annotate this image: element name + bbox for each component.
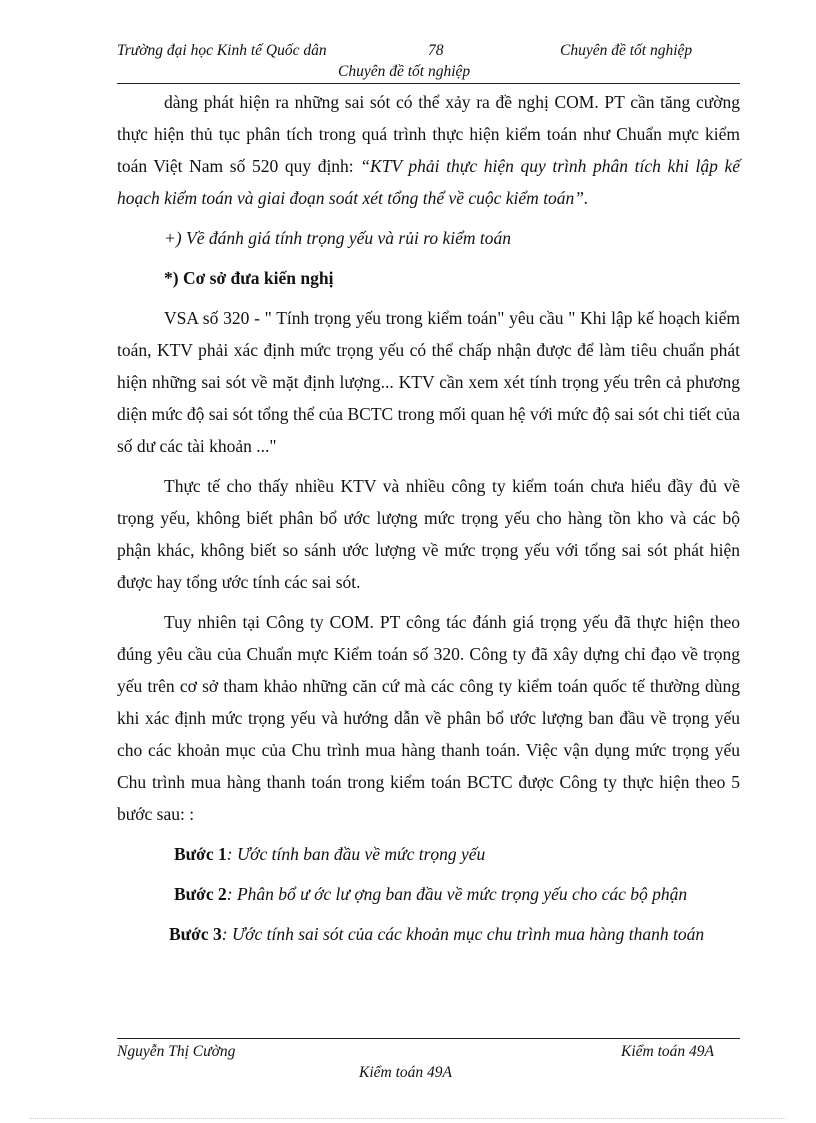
header-divider [117,83,740,84]
paragraph-reality: Thực tế cho thấy nhiều KTV và nhiều công ty kiểm toán chưa hiểu đầy đủ về trọng yếu, không biết phân bổ ước lượng mức trọng yếu cho hàng tồn kho và các bộ phận khác, không biết so sánh ước lượng về mức trọng yếu với tổng sai sót phát hiện được hay tổng ước tính các sai sót. [117,476,740,592]
paragraph-analysis-text: dàng phát hiện ra những sai sót có thể xảy ra đề nghị COM. PT cần tăng cường thực hiện thủ tục phân tích trong quá trình thực hiện kiểm toán như Chuẩn mực kiểm toán Việt Nam số 520 quy định: [117,92,740,176]
step-1-text: : Ước tính ban đầu về mức trọng yếu [226,844,486,864]
step-2 [117,878,740,910]
step-1-label: Bước 1 [174,844,227,864]
paragraph-company: Tuy nhiên tại Công ty COM. PT công tác đánh giá trọng yếu đã thực hiện theo đúng yêu cầu của Chuẩn mực Kiểm toán số 320. Công ty đã xây dựng chỉ đạo về trọng yếu trên cơ sở tham khảo những căn cứ mà các công ty kiểm toán quốc tế thường dùng khi xác định mức trọng yếu và hướng dẫn về phân bổ ước lượng ban đầu về trọng yếu cho các khoản mục của Chu trình mua hàng thanh toán. Việc vận dụng mức trọng yếu Chu trình mua hàng thanh toán trong kiểm toán BCTC được Công ty thực hiện theo 5 bước sau: : [117,612,740,824]
paragraph-analysis [117,86,740,214]
document-body [117,86,740,950]
step-3-label: Bước 3 [169,924,222,944]
footer-author: Nguyễn Thị Cường [117,1043,236,1060]
page-number: 78 [428,42,444,59]
step-3-text: : Ước tính sai sót của các khoản mục chu trình mua hàng thanh toán [221,924,705,944]
footer-subtitle: Kiểm toán 49A [359,1064,452,1081]
step-2-text: : Phân bổ ư ớc lư ợng ban đầu về mức trọng yếu cho các bộ phận [226,884,688,904]
vsa520-quote: “KTV phải thực hiện quy trình phân tích khi lập kế hoạch kiểm toán và giai đoạn soát xét tổng thể về cuộc kiểm toán”. [117,156,740,208]
footer-divider [117,1038,740,1039]
section-heading-materiality: +) Về đánh giá tính trọng yếu và rủi ro kiểm toán [164,228,512,248]
page-edge [30,1118,786,1119]
step-3 [117,918,740,950]
header-subtitle: Chuyên đề tốt nghiệp [338,63,471,80]
step-1 [117,838,740,870]
header-university: Trường đại học Kinh tế Quốc dân [117,42,327,59]
subheading-basis: *) Cơ sở đưa kiến nghị [164,268,334,288]
footer-class: Kiểm toán 49A [621,1043,714,1060]
paragraph-vsa320: VSA số 320 - " Tính trọng yếu trong kiểm toán" yêu cầu " Khi lập kế hoạch kiểm toán, KTV phải xác định mức trọng yếu có thể chấp nhận được để làm tiêu chuẩn phát hiện những sai sót về mặt định lượng... KTV cần xem xét tính trọng yếu trên cả phương diện mức độ sai sót tổng thể của BCTC trong mối quan hệ với mức độ sai sót chi tiết của số dư các tài khoản ..." [117,308,740,456]
step-2-label: Bước 2 [174,884,227,904]
header-thesis-title: Chuyên đề tốt nghiệp [560,42,693,59]
